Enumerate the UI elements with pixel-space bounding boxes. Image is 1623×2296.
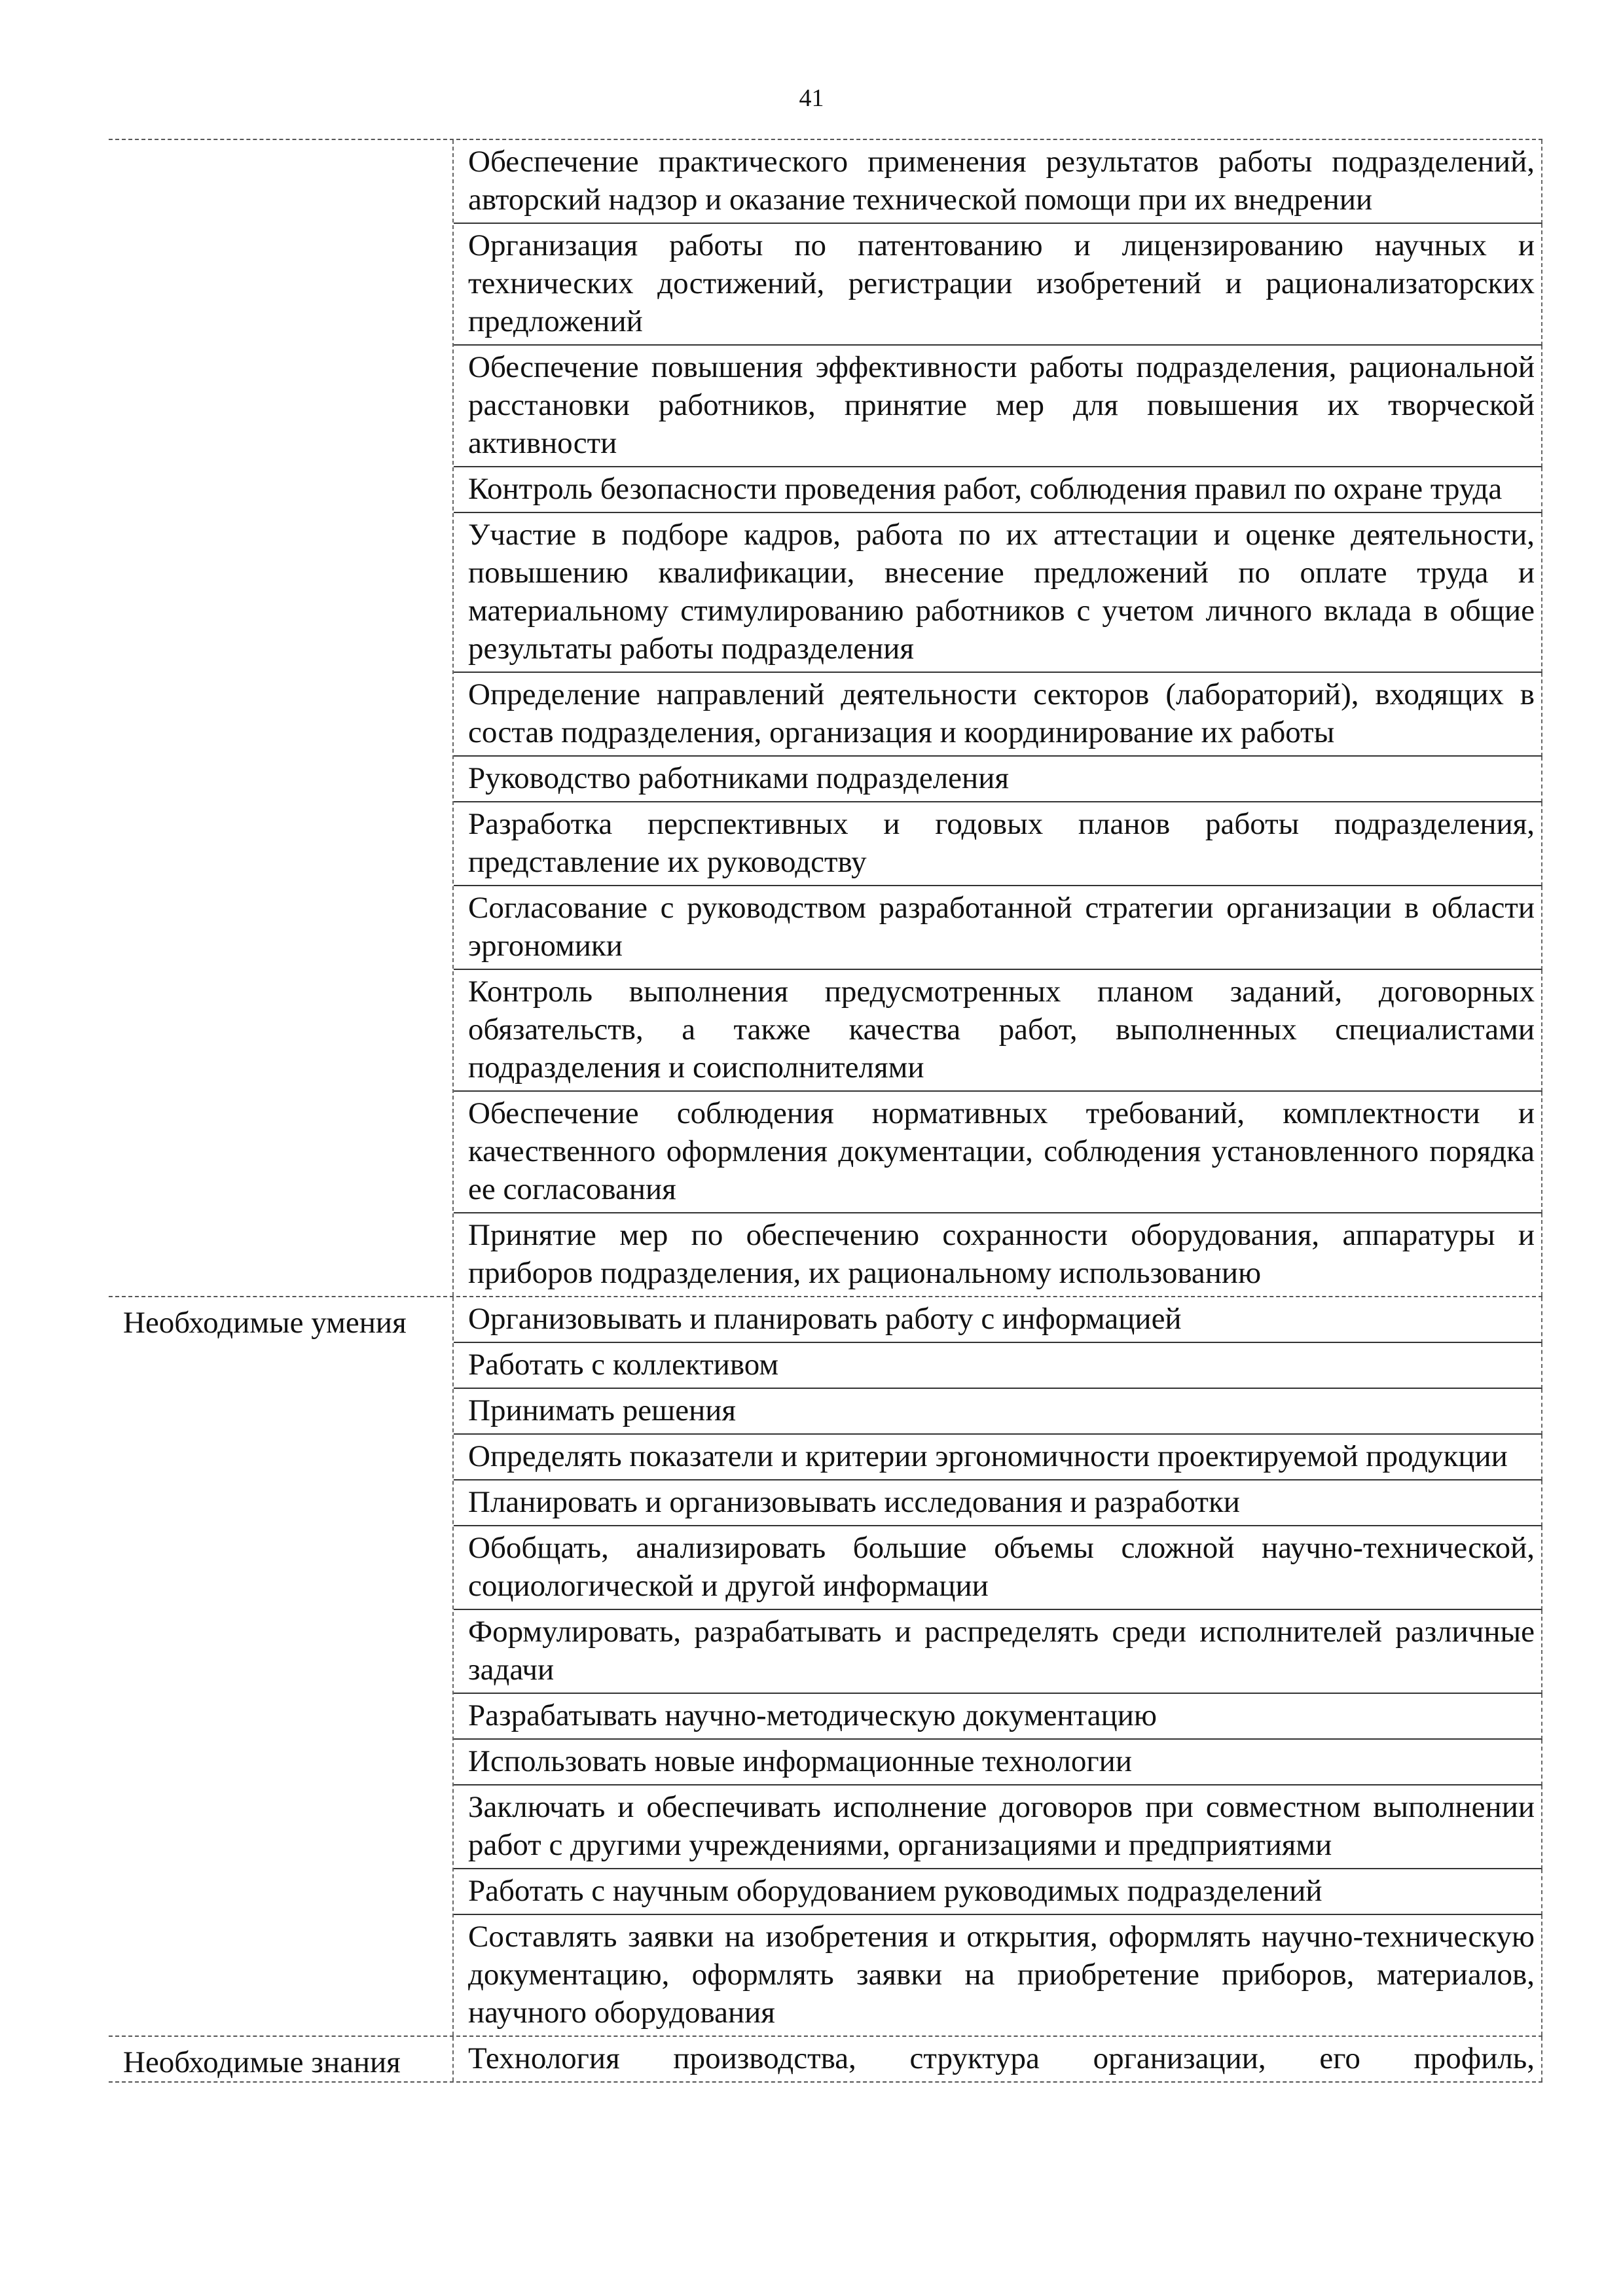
table-cell: Участие в подборе кадров, работа по их аттестации и оценке деятельности, повышению квалификации, внесение предложений по оплате труда и материальному стимулированию работников с учетом личного вклада в общие результаты работы подразделения (454, 513, 1542, 673)
requirements-table (109, 139, 1542, 2083)
table-cell: Контроль выполнения предусмотренных планом заданий, договорных обязательств, а также качества работ, выполненных специалистами подразделения и соисполнителями (454, 970, 1542, 1092)
table-cell: Организовывать и планировать работу с информацией (454, 1297, 1542, 1343)
table-cell: Принимать решения (454, 1389, 1542, 1435)
row-cells (454, 2037, 1542, 2081)
table-cell: Руководство работниками подразделения (454, 757, 1542, 802)
table-cell: Формулировать, разрабатывать и распределять среди исполнителей различные задачи (454, 1610, 1542, 1694)
row-cells (454, 140, 1542, 1296)
table-cell: Планировать и организовывать исследования и разработки (454, 1480, 1542, 1526)
table-cell: Обеспечение повышения эффективности работы подразделения, рациональной расстановки работников, принятие мер для повышения их творческой активности (454, 346, 1542, 467)
row-label: Необходимые знания (109, 2037, 454, 2081)
table-cell: Организация работы по патентованию и лицензированию научных и технических достижений, регистрации изобретений и рационализаторских предложений (454, 224, 1542, 346)
table-cell: Заключать и обеспечивать исполнение договоров при совместном выполнении работ с другими учреждениями, организациями и предприятиями (454, 1785, 1542, 1869)
table-cell: Принятие мер по обеспечению сохранности оборудования, аппаратуры и приборов подразделения, их рациональному использованию (454, 1213, 1542, 1296)
row-label: Необходимые умения (109, 1297, 454, 2036)
table-cell: Работать с научным оборудованием руководимых подразделений (454, 1869, 1542, 1915)
table-cell: Определять показатели и критерии эргономичности проектируемой продукции (454, 1435, 1542, 1480)
table-cell: Разрабатывать научно-методическую документацию (454, 1694, 1542, 1740)
table-row (109, 140, 1542, 1296)
table-cell: Технология производства, структура организации, его профиль, (454, 2037, 1542, 2081)
table-row (109, 2037, 1542, 2083)
table-cell: Обобщать, анализировать большие объемы сложной научно-технической, социологической и другой информации (454, 1526, 1542, 1610)
table-cell: Согласование с руководством разработанной стратегии организации в области эргономики (454, 886, 1542, 970)
table-cell: Определение направлений деятельности секторов (лабораторий), входящих в состав подразделения, организация и координирование их работы (454, 673, 1542, 757)
table-cell: Использовать новые информационные технологии (454, 1740, 1542, 1785)
table-cell: Обеспечение практического применения результатов работы подразделений, авторский надзор и оказание технической помощи при их внедрении (454, 140, 1542, 224)
table-cell: Разработка перспективных и годовых планов работы подразделения, представление их руководству (454, 802, 1542, 886)
table-row (109, 1296, 1542, 2037)
table-cell: Составлять заявки на изобретения и открытия, оформлять научно-техническую документацию, оформлять заявки на приобретение приборов, материалов, научного оборудования (454, 1915, 1542, 2036)
page-number: 41 (799, 84, 824, 112)
row-label (109, 140, 454, 1296)
row-cells (454, 1297, 1542, 2036)
table-cell: Обеспечение соблюдения нормативных требований, комплектности и качественного оформления документации, соблюдения установленного порядка ее согласования (454, 1092, 1542, 1213)
table-cell: Работать с коллективом (454, 1343, 1542, 1389)
table-cell: Контроль безопасности проведения работ, соблюдения правил по охране труда (454, 467, 1542, 513)
